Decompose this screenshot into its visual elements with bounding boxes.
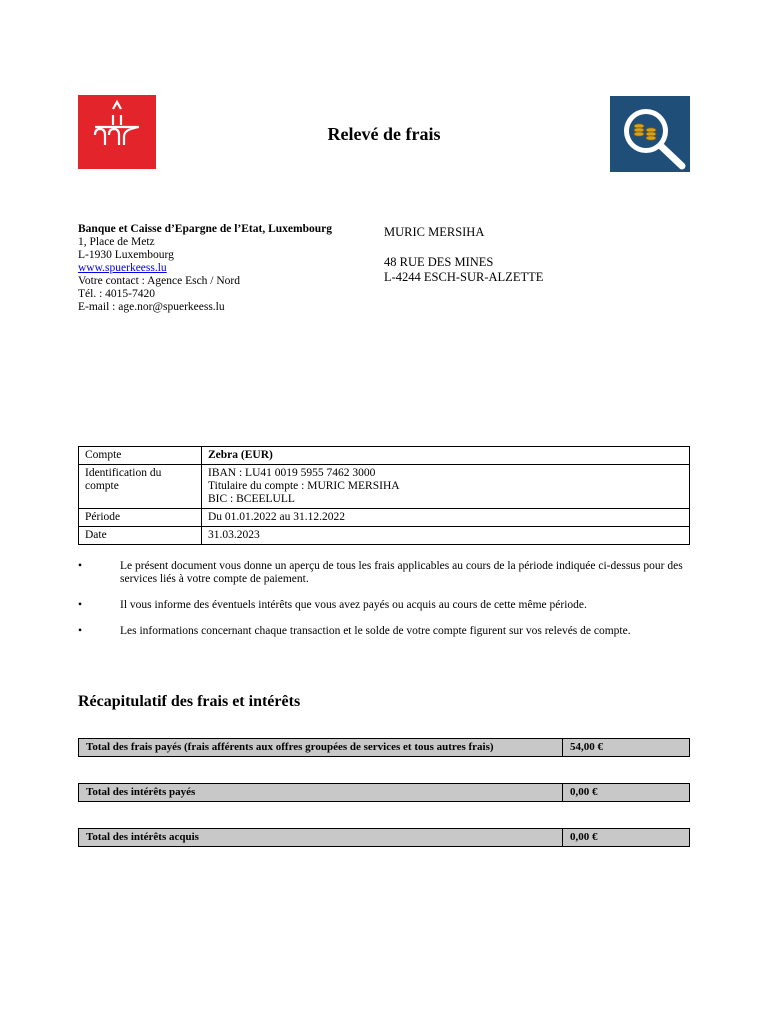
summary-label: Total des frais payés (frais afférents aux offres groupées de services et tous autres frais): [79, 739, 563, 756]
bank-email: E-mail : age.nor@spuerkeess.lu: [78, 301, 225, 313]
magnifier-coins-icon: [610, 96, 690, 172]
summary-value: 0,00 €: [570, 786, 598, 798]
bullet-text: Il vous informe des éventuels intérêts que vous avez payés ou acquis au cours de cette même période.: [120, 599, 587, 611]
document-title: Relevé de frais: [327, 124, 441, 144]
client-city: L-4244 ESCH-SUR-ALZETTE: [384, 270, 544, 284]
bullet-dot: •: [78, 599, 83, 611]
info-bullets: [78, 560, 690, 651]
summary-label: Total des intérêts acquis: [79, 829, 563, 846]
periode-label: Période: [79, 509, 202, 527]
bank-contact: Votre contact : Agence Esch / Nord: [78, 275, 241, 287]
periode-value: Du 01.01.2022 au 31.12.2022: [202, 509, 690, 527]
account-info-table: [78, 446, 690, 545]
table-row: [79, 509, 690, 527]
bank-address-line1: 1, Place de Metz: [78, 236, 155, 248]
client-name: MURIC MERSIHA: [384, 225, 485, 239]
bullet-item: [78, 625, 690, 638]
bank-phone: Tél. : 4015-7420: [78, 288, 155, 300]
client-address-block: [384, 225, 543, 285]
bank-address-block: [78, 223, 332, 314]
bank-logo-icon: [78, 95, 156, 169]
bank-address-line2: L-1930 Luxembourg: [78, 249, 174, 261]
bullet-item: [78, 560, 690, 586]
summary-row-interest-paid: [78, 783, 690, 802]
compte-value: Zebra (EUR): [202, 447, 690, 465]
bullet-dot: •: [78, 560, 83, 572]
ident-value: [202, 465, 690, 509]
bullet-item: [78, 599, 690, 612]
summary-value: 54,00 €: [570, 741, 603, 753]
summary-value: 0,00 €: [570, 831, 598, 843]
date-label: Date: [79, 527, 202, 545]
summary-row-interest-earned: [78, 828, 690, 847]
table-row: [79, 527, 690, 545]
bank-name: Banque et Caisse d’Epargne de l’Etat, Luxembourg: [78, 223, 332, 235]
bullet-text: Le présent document vous donne un aperçu de tous les frais applicables au cours de la période indiquée ci-dessus pour des services liés à votre compte de paiement.: [120, 560, 683, 585]
bullet-dot: •: [78, 625, 83, 637]
bullet-text: Les informations concernant chaque transaction et le solde de votre compte figurent sur vos relevés de compte.: [120, 625, 631, 637]
table-row: [79, 465, 690, 509]
summary-title: Récapitulatif des frais et intérêts: [78, 693, 301, 710]
bank-website-link[interactable]: www.spuerkeess.lu: [78, 262, 167, 274]
date-value: 31.03.2023: [202, 527, 690, 545]
bic-value: BIC : BCEELULL: [208, 493, 295, 505]
bank-logo: [78, 95, 156, 169]
search-coins-logo: [610, 96, 690, 172]
summary-label: Total des intérêts payés: [79, 784, 563, 801]
summary-row-fees: [78, 738, 690, 757]
table-row: [79, 447, 690, 465]
iban-value: IBAN : LU41 0019 5955 7462 3000: [208, 467, 376, 479]
client-street: 48 RUE DES MINES: [384, 255, 494, 269]
holder-value: Titulaire du compte : MURIC MERSIHA: [208, 480, 400, 492]
compte-label: Compte: [79, 447, 202, 465]
ident-label: Identification du compte: [79, 465, 202, 509]
